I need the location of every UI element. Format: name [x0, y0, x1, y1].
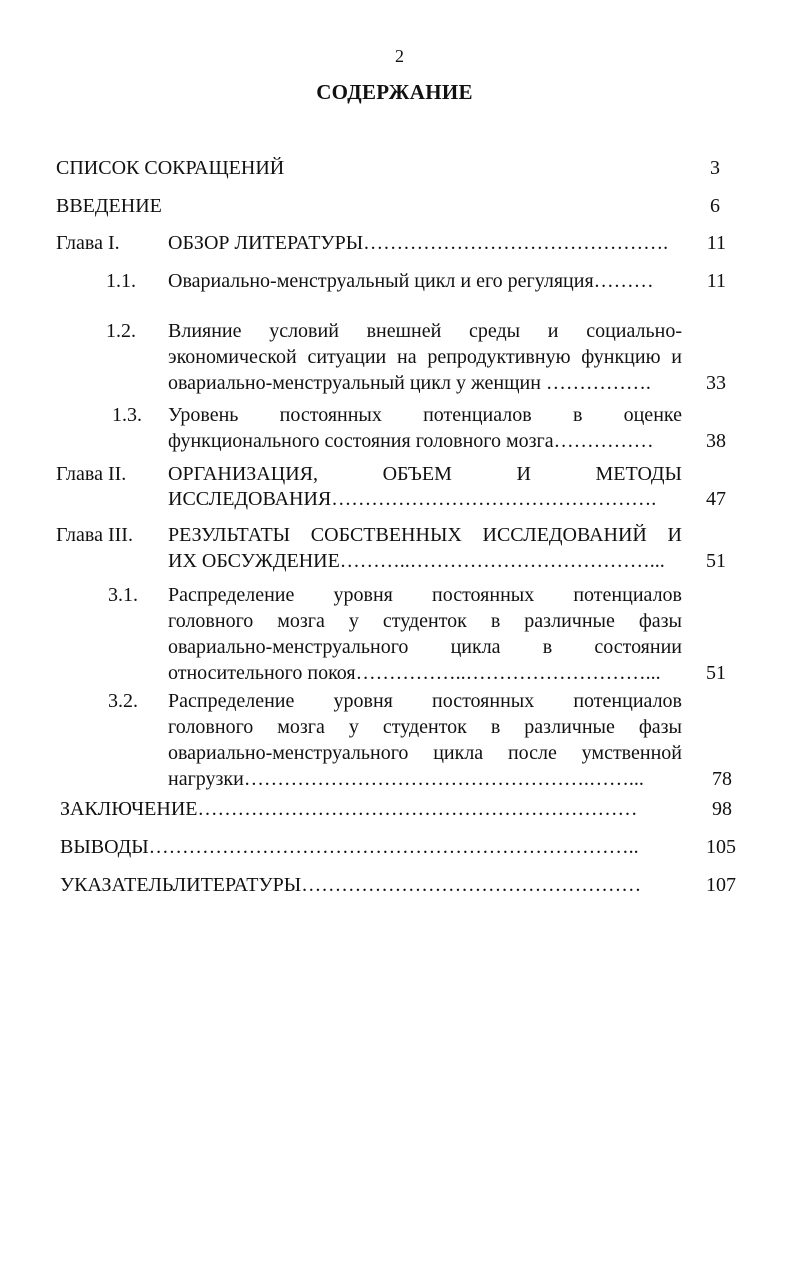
text-line: ИХ ОБСУЖДЕНИЕ………..………………………………...	[168, 550, 665, 572]
text-line: головного мозга у студенток в различные фазы	[168, 610, 682, 632]
toc-page-number: 51	[706, 550, 726, 572]
chapter-label: Глава II.	[56, 463, 127, 485]
text-line: овариально-менструального цикла после умственной	[168, 742, 682, 764]
toc-page-number: 98	[712, 798, 732, 820]
section-number: 3.2.	[108, 690, 138, 712]
text-line: овариально-менструального цикла в состоянии	[168, 636, 682, 658]
page-number: 2	[395, 46, 404, 66]
toc-entry-text: УКАЗАТЕЛЬЛИТЕРАТУРЫ……………………………………………	[60, 874, 642, 896]
toc-entry-text	[168, 402, 682, 428]
toc-entry-text: СПИСОК СОКРАЩЕНИЙ	[56, 157, 285, 179]
toc-entry-text	[168, 461, 682, 487]
text-line: Распределение уровня постоянных потенциалов	[168, 584, 682, 606]
toc-page-number: 11	[706, 270, 726, 292]
text-line: ИССЛЕДОВАНИЯ………………………………………….	[168, 488, 657, 510]
section-number: 1.3.	[112, 404, 142, 426]
toc-entry-text	[168, 582, 682, 660]
toc-entry-text: Овариально-менструальный цикл и его регуляция………	[168, 270, 654, 292]
chapter-label: Глава III.	[56, 524, 133, 546]
page-title: СОДЕРЖАНИЕ	[316, 80, 473, 104]
text-line: экономической ситуации на репродуктивную функцию и	[168, 346, 682, 368]
toc-page-number: 6	[710, 195, 720, 217]
text-line: Уровень постоянных потенциалов в оценке	[168, 404, 682, 426]
toc-page-number: 78	[712, 768, 732, 790]
toc-page-number: 51	[706, 662, 726, 684]
toc-entry-text: ЗАКЛЮЧЕНИЕ…………………………………………………………	[60, 798, 638, 820]
text-line: овариально-менструальный цикл у женщин …………….	[168, 372, 651, 394]
text-line: головного мозга у студенток в различные фазы	[168, 716, 682, 738]
toc-page-number: 33	[706, 372, 726, 394]
toc-entry-text	[168, 522, 682, 548]
section-number: 1.2.	[106, 320, 136, 342]
section-number: 3.1.	[108, 584, 138, 606]
toc-entry-text: ОБЗОР ЛИТЕРАТУРЫ……………………………………….	[168, 232, 669, 254]
section-number: 1.1.	[106, 270, 136, 292]
toc-page-number: 47	[706, 488, 726, 510]
text-line: ОРГАНИЗАЦИЯ, ОБЪЕМ И МЕТОДЫ	[168, 463, 682, 485]
text-line: нагрузки…………………………………………….……...	[168, 768, 644, 790]
text-line: РЕЗУЛЬТАТЫ СОБСТВЕННЫХ ИССЛЕДОВАНИЙ И	[168, 524, 682, 546]
toc-entry-text	[168, 318, 682, 370]
toc-page-number: 107	[706, 874, 736, 896]
text-line: относительного покоя……………..………………………...	[168, 662, 661, 684]
toc-entry-text: ВЫВОДЫ………………………………………………………………..	[60, 836, 639, 858]
text-line: Влияние условий внешней среды и социально-	[168, 320, 682, 342]
toc-entry-text	[168, 688, 682, 766]
toc-page-number: 105	[706, 836, 736, 858]
text-line: функционального состояния головного мозга……………	[168, 430, 654, 452]
toc-page-number: 3	[710, 157, 720, 179]
toc-entry-text: ВВЕДЕНИЕ	[56, 195, 162, 217]
toc-page-number: 11	[706, 232, 726, 254]
text-line: Распределение уровня постоянных потенциалов	[168, 690, 682, 712]
toc-page-number: 38	[706, 430, 726, 452]
chapter-label: Глава I.	[56, 232, 120, 254]
